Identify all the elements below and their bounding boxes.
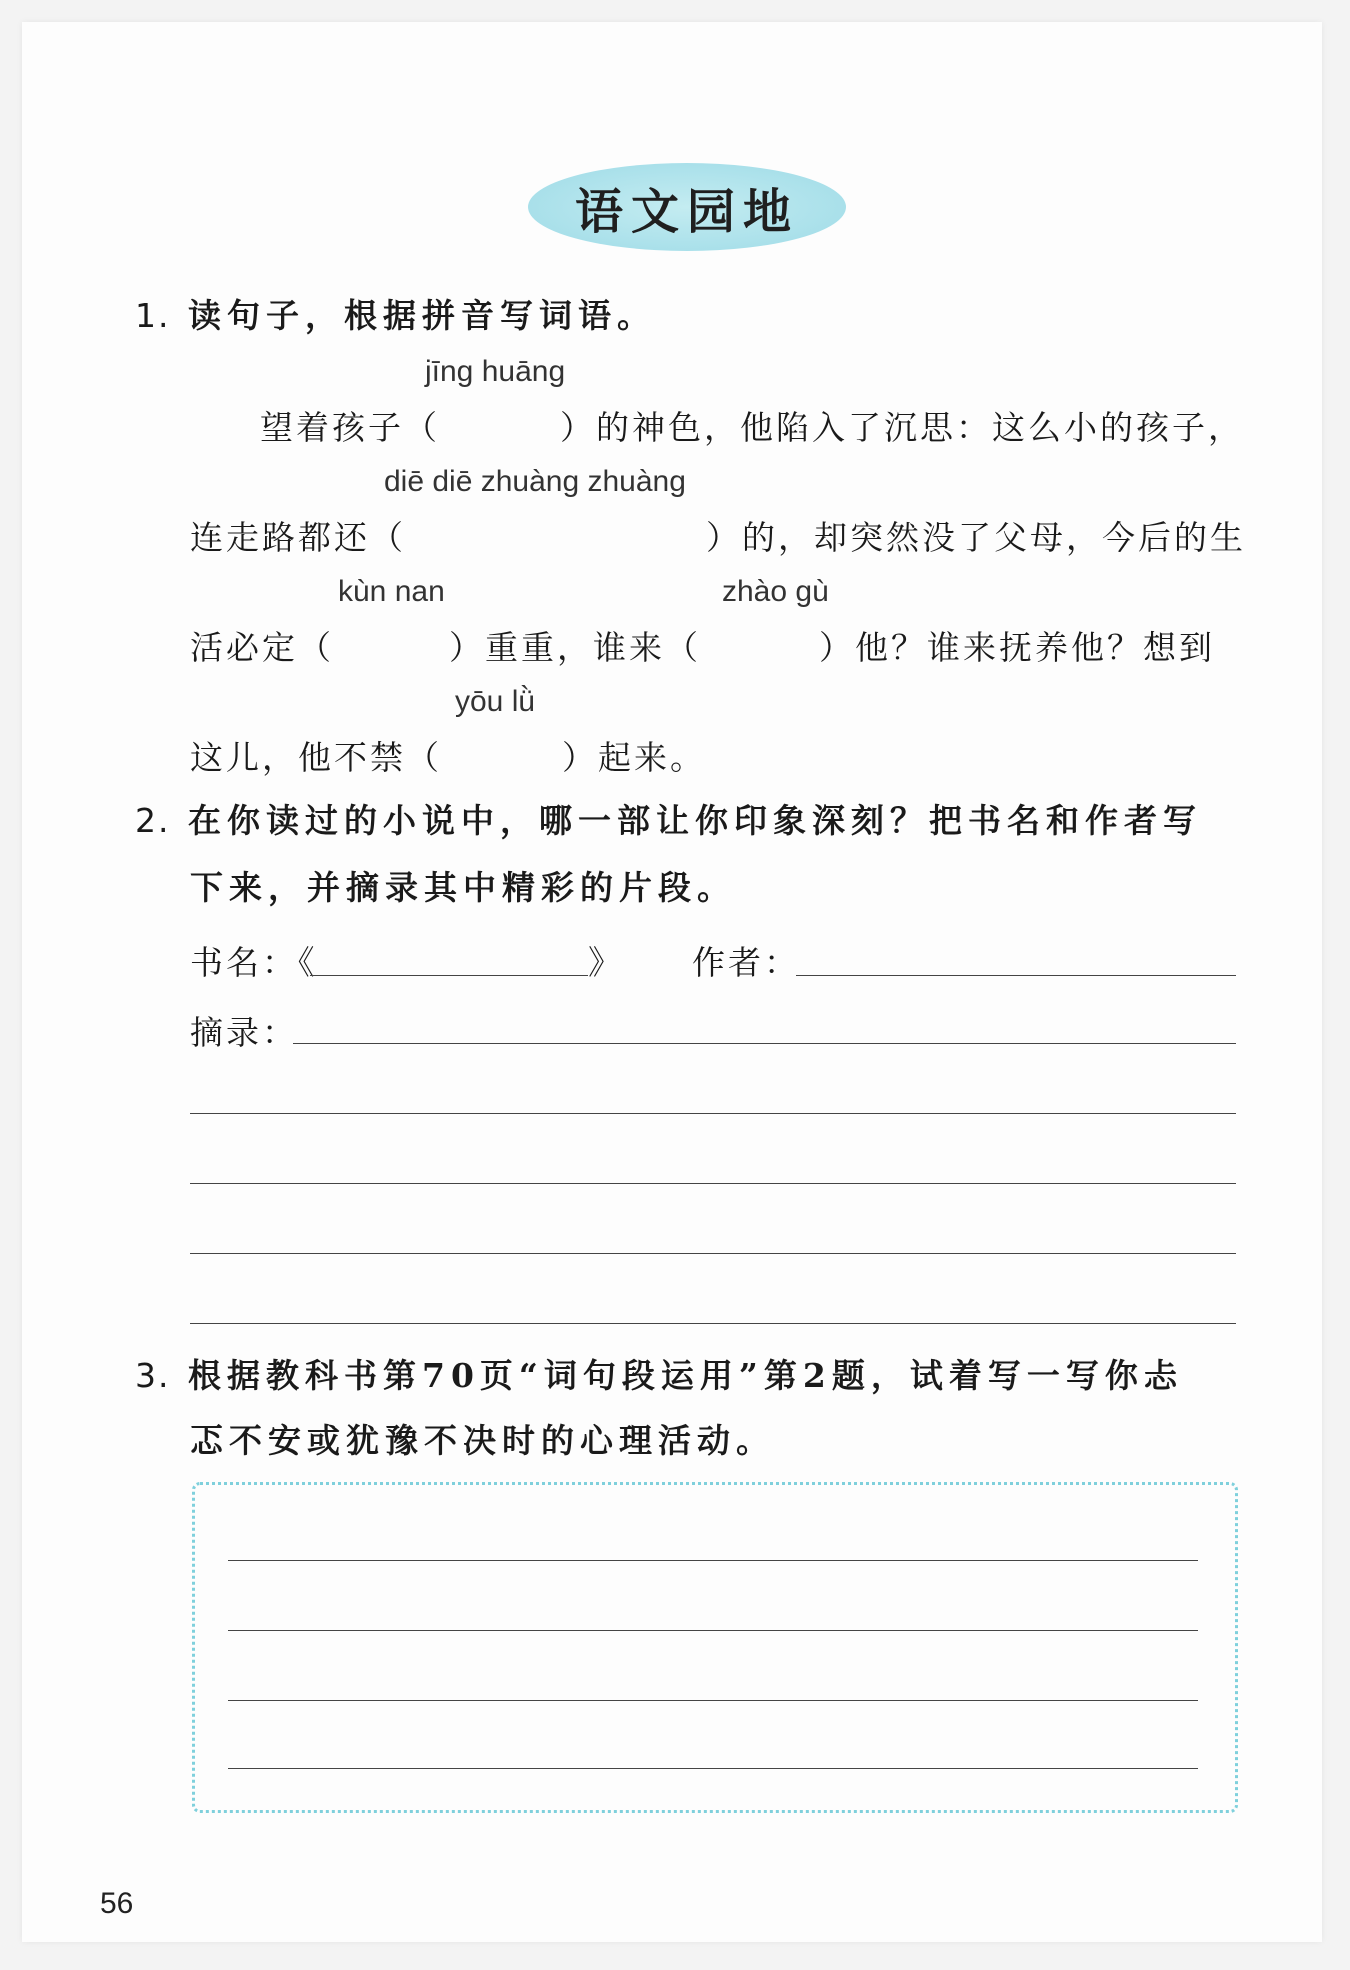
author-label: 作者： xyxy=(692,943,800,982)
book-title-label: 书名：《 xyxy=(190,943,318,982)
q1-line4-part-a: 这儿，他不禁（ xyxy=(190,738,442,777)
q1-sentence-line-3 xyxy=(190,622,1215,669)
pinyin-zhao-gu: zhào gù xyxy=(722,575,829,608)
question-3-prompt-line-1 xyxy=(135,1350,1183,1397)
q1-sentence-line-2 xyxy=(190,512,1246,559)
excerpt-line-2[interactable] xyxy=(190,1113,1236,1114)
page-title: 语文园地 xyxy=(574,183,799,240)
book-title-close-bracket: 》 xyxy=(588,943,624,982)
q1-line3-part-c: ）他？谁来抚养他？想到 xyxy=(819,628,1215,667)
q1-sentence-line-1 xyxy=(260,402,1244,449)
pinyin-jing-huang: jīng huāng xyxy=(425,355,566,388)
page-number: 56 xyxy=(100,1887,134,1920)
q1-line2-part-a: 连走路都还（ xyxy=(190,518,406,557)
q1-line2-part-b: ）的，却突然没了父母，今后的生 xyxy=(706,518,1246,557)
book-title-field[interactable] xyxy=(310,975,588,976)
excerpt-label: 摘录： xyxy=(190,1013,298,1052)
writing-box xyxy=(192,1482,1238,1813)
excerpt-line-3[interactable] xyxy=(190,1183,1236,1184)
question-2-number: 2. xyxy=(135,801,171,840)
q1-sentence-line-4 xyxy=(190,732,706,779)
question-2-prompt-line-1 xyxy=(135,795,1202,842)
excerpt-line-5[interactable] xyxy=(190,1323,1236,1324)
question-1-prompt xyxy=(135,290,656,337)
excerpt-line-4[interactable] xyxy=(190,1253,1236,1254)
question-1-text: 读句子，根据拼音写词语。 xyxy=(188,296,656,335)
q1-line1-part-a: 望着孩子（ xyxy=(260,408,440,447)
q1-line3-part-b: ）重重，谁来（ xyxy=(449,628,701,667)
author-field[interactable] xyxy=(796,975,1236,976)
question-3-prompt-line-2: 忑不安或犹豫不决时的心理活动。 xyxy=(190,1421,775,1460)
section-title-badge xyxy=(528,163,846,251)
question-3-text-1: 根据教科书第70页“词句段运用”第2题，试着写一写你忐 xyxy=(188,1356,1183,1395)
pinyin-kun-nan: kùn nan xyxy=(338,575,445,608)
writing-line-4[interactable] xyxy=(228,1768,1198,1769)
question-3-number: 3. xyxy=(135,1356,171,1395)
q1-line1-part-b: ）的神色，他陷入了沉思：这么小的孩子， xyxy=(560,408,1244,447)
pinyin-you-lu: yōu lǜ xyxy=(455,685,536,718)
writing-line-3[interactable] xyxy=(228,1700,1198,1701)
q1-line4-part-b: ）起来。 xyxy=(562,738,706,777)
q1-line3-part-a: 活必定（ xyxy=(190,628,334,667)
question-2-prompt-line-2: 下来，并摘录其中精彩的片段。 xyxy=(190,868,736,907)
writing-line-2[interactable] xyxy=(228,1630,1198,1631)
question-2-text-1: 在你读过的小说中，哪一部让你印象深刻？把书名和作者写 xyxy=(188,801,1202,840)
writing-line-1[interactable] xyxy=(228,1560,1198,1561)
pinyin-die-die-zhuang-zhuang: diē diē zhuàng zhuàng xyxy=(384,465,686,498)
question-1-number: 1. xyxy=(135,296,171,335)
excerpt-line-1[interactable] xyxy=(293,1043,1236,1044)
